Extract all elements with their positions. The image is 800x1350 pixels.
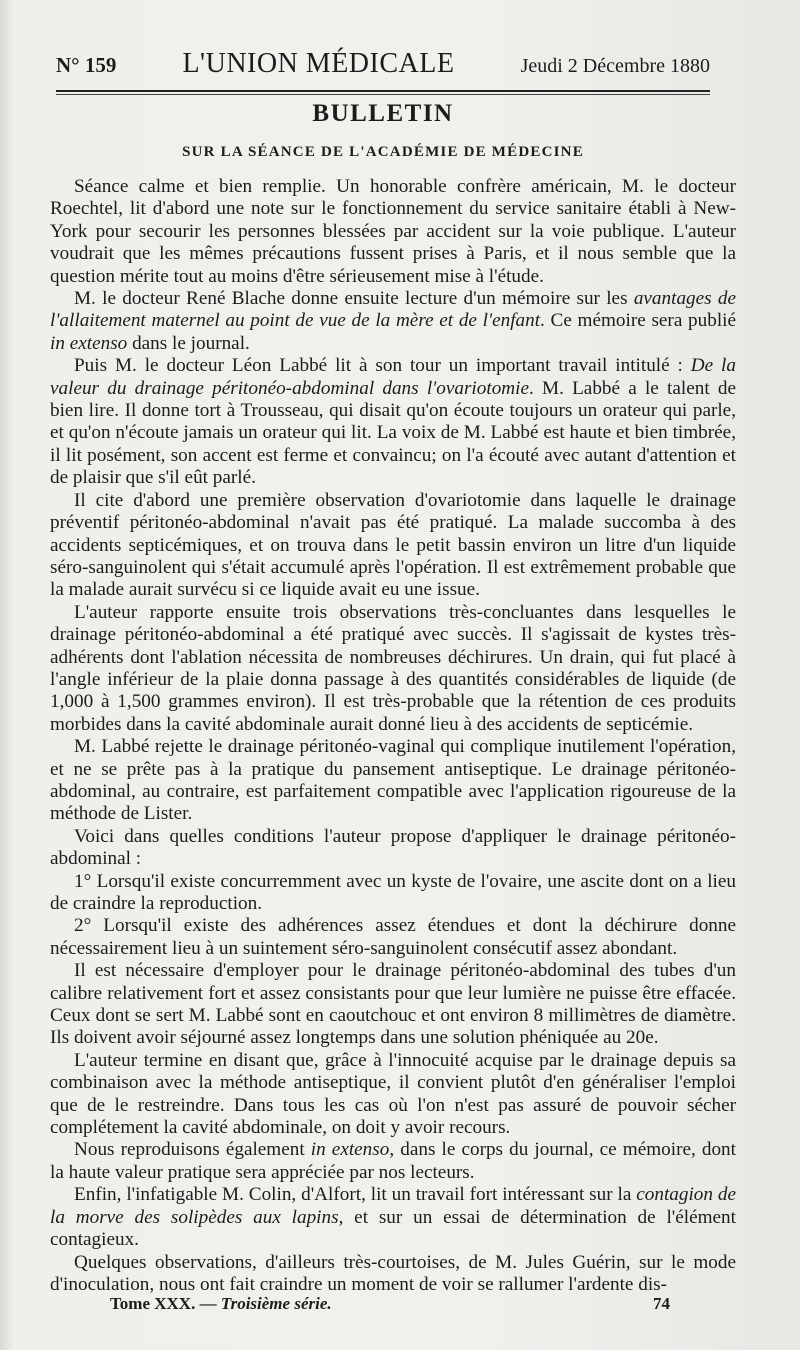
italic-text: avantages de l'allaitement maternel au point de vue de la mère et de l'enfant xyxy=(50,288,736,332)
paragraph-text: M. le docteur René Blache donne ensuite lecture d'un mémoire sur les xyxy=(74,288,634,310)
issue-number: N° 159 xyxy=(56,53,117,77)
paragraph-text: , dans le corps du journal, ce mémoire, dont la haute valeur pratique sera appréciée par nos lecteurs. xyxy=(50,1139,736,1183)
paragraph-text: L'auteur rapporte ensuite trois observations très-concluantes dans lesquelles le drainage péritonéo-abdominal a été pratiqué avec succès. Il s'agissait de kystes très-adhérents dont l'ablation nécessita de nombreuses déchirures. Un drain, qui fut placé à l'angle inférieur de la plaie donna passage à des quantités considérables de liquide (de 1,000 à 1,500 grammes environ). Il est très-probable que la rétention de ces produits morbides dans la cavité abdominale aurait donné lieu à des accidents de septicémie. xyxy=(50,601,736,735)
paragraph-text: M. Labbé rejette le drainage péritonéo-vaginal qui complique inutilement l'opération, et ne se prête pas à la pratique du pansement antiseptique. Le drainage péritonéo-abdominal, au contraire, est parfaitement compatible avec l'application rigoureuse de la méthode de Lister. xyxy=(50,736,736,825)
paragraph-text: , et sur un essai de détermination de l'élément contagieux. xyxy=(50,1206,736,1251)
paragraph-text: dans le journal. xyxy=(127,332,250,354)
paragraph xyxy=(50,960,736,1050)
paragraph xyxy=(50,1139,736,1184)
section-subtitle: SUR LA SÉANCE DE L'ACADÉMIE DE MÉDECINE xyxy=(182,144,584,160)
paragraph-text: Séance calme et bien remplie. Un honorable confrère américain, M. le docteur Roechtel, lit d'abord une note sur le fonctionnement du service sanitaire établi à New-York pour secourir les personnes blessées par accident sur la voie publique. L'auteur voudrait que les mêmes précautions fussent prises à Paris, et il nous semble que la question mérite tout au moins d'être sérieusement mise à l'étude. xyxy=(50,176,736,287)
footer-series: Troisième série. xyxy=(220,1294,332,1313)
paragraph xyxy=(50,1252,736,1297)
issue-date: Jeudi 2 Décembre 1880 xyxy=(520,55,710,77)
italic-text: in extenso xyxy=(310,1139,390,1161)
paragraph-text: 1° Lorsqu'il existe concurremment avec un kyste de l'ovaire, une ascite dont on a lieu de craindre la reproduction. xyxy=(50,870,736,914)
italic-text: De la valeur du drainage péritonéo-abdominal dans l'ovariotomie xyxy=(50,355,736,399)
paragraph xyxy=(50,490,736,602)
paragraph xyxy=(50,736,736,826)
paragraph-text: Enfin, l'infatigable M. Colin, d'Alfort, lit un travail fort intéressant sur la xyxy=(74,1184,637,1206)
paragraph xyxy=(50,288,736,355)
section-title: BULLETIN xyxy=(312,100,454,127)
page-number: 74 xyxy=(653,1294,670,1313)
footer-tome: Tome XXX. — xyxy=(110,1294,217,1313)
paragraph xyxy=(50,915,736,960)
paragraph-text: . M. Labbé a le talent de bien lire. Il donne tort à Trousseau, qui disait qu'on écoute toujours un orateur qui parle, et qu'on n'écoute jamais un orateur qui lit. La voix de M. Labbé est haute et bien timbrée, il lit posément, son accent est ferme et convaincu; on l'a écouté avec autant d'attention et de plaisir que s'il eût parlé. xyxy=(50,377,736,489)
header-rule-thin xyxy=(56,94,710,95)
paragraph-text: L'auteur termine en disant que, grâce à l'innocuité acquise par le drainage depuis sa combinaison avec la méthode antiseptique, il convient plutôt d'en généraliser l'emploi que de le restreindre. Dans tous les cas où l'on n'est pas assuré de pouvoir sécher complétement la cavité abdominale, on doit y avoir recours. xyxy=(50,1049,736,1139)
article-body xyxy=(50,176,736,1296)
italic-text: contagion de la morve des solipèdes aux lapins xyxy=(50,1184,736,1228)
paragraph-text: Quelques observations, d'ailleurs très-courtoises, de M. Jules Guérin, sur le mode d'inoculation, nous ont fait craindre un moment de voir se rallumer l'ardente dis- xyxy=(50,1251,736,1295)
paragraph xyxy=(50,355,736,489)
header-rule xyxy=(56,90,710,92)
paragraph-text: Nous reproduisons également xyxy=(74,1139,311,1161)
paragraph-text: Voici dans quelles conditions l'auteur propose d'appliquer le drainage péritonéo-abdominal : xyxy=(50,825,736,870)
paragraph xyxy=(50,826,736,871)
paragraph-text: Il est nécessaire d'employer pour le drainage péritonéo-abdominal des tubes d'un calibre relativement fort et assez consistants pour que leur lumière ne puisse être effacée. Ceux dont se sert M. Labbé sont en caoutchouc et ont environ 8 millimètres de diamètre. Ils doivent avoir séjourné assez longtemps dans une solution phéniquée au 20e. xyxy=(50,960,736,1049)
running-header xyxy=(56,48,710,88)
paragraph xyxy=(50,602,736,736)
italic-text: in extenso xyxy=(50,332,128,354)
paragraph xyxy=(50,1184,736,1251)
paragraph-text: . Ce mémoire sera publié xyxy=(540,310,736,332)
paragraph xyxy=(50,176,736,288)
paragraph-text: Il cite d'abord une première observation d'ovariotomie dans laquelle le drainage préventif péritonéo-abdominal n'avait pas été pratiqué. La malade succomba à des accidents septicémiques, et on trouva dans le petit bassin environ un litre d'un liquide séro-sanguinolent qui s'était accumulé après l'opération. Il est extrêmement probable que la malade aurait survécu si ce liquide avait eu une issue. xyxy=(50,489,736,601)
journal-title: L'UNION MÉDICALE xyxy=(182,48,455,79)
paragraph-text: Puis M. le docteur Léon Labbé lit à son tour un important travail intitulé : xyxy=(74,355,691,377)
page-footer xyxy=(110,1294,670,1314)
paragraph xyxy=(50,1050,736,1140)
paragraph xyxy=(50,871,736,916)
footer-volume xyxy=(110,1294,332,1314)
paragraph-text: 2° Lorsqu'il existe des adhérences assez étendues et dont la déchirure donne nécessairement lieu à un suintement séro-sanguinolent consécutif assez abondant. xyxy=(50,915,736,959)
